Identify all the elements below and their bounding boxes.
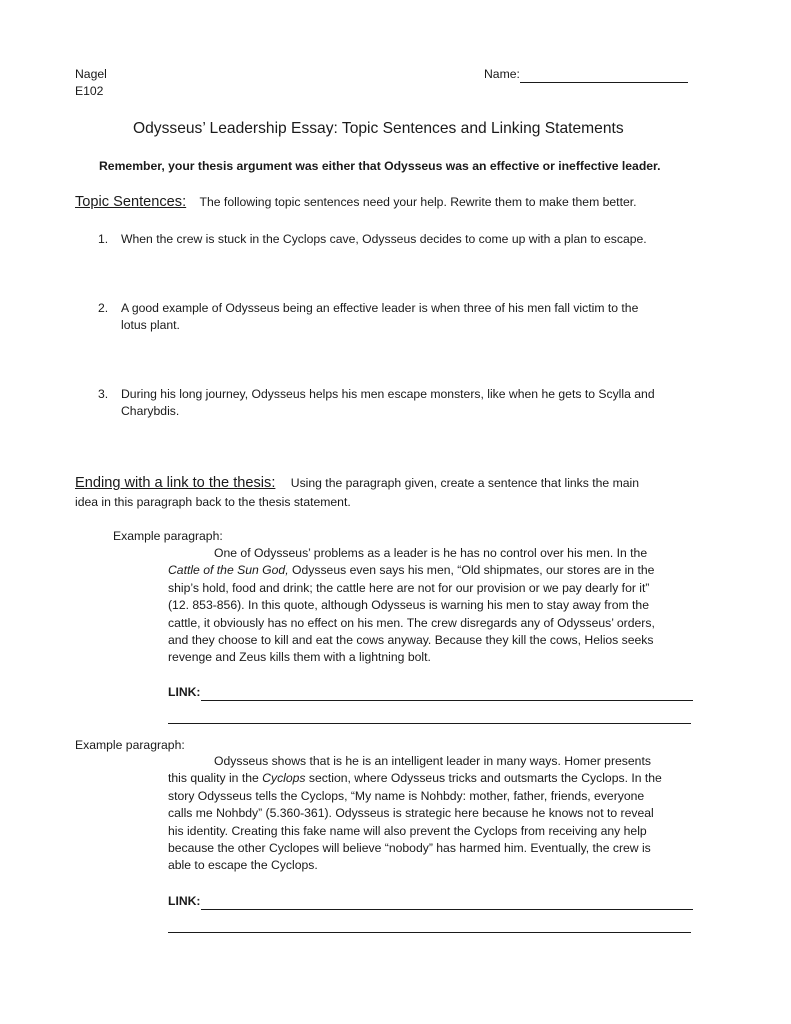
link-section-header: [75, 475, 639, 492]
list-item-text: When the crew is stuck in the Cyclops cave, Odysseus decides to come up with a plan to escape.: [121, 232, 647, 246]
work-title: Cattle of the Sun God,: [168, 563, 289, 578]
link-blank-line[interactable]: [201, 687, 693, 701]
link-blank-line[interactable]: [201, 896, 693, 910]
list-item-text: A good example of Odysseus being an effective leader is when three of his men fall victim to the lotus plant.: [121, 301, 639, 332]
link-section-heading: Ending with a link to the thesis:: [75, 475, 276, 491]
list-item-text: During his long journey, Odysseus helps his men escape monsters, like when he gets to Scylla and Charybdis.: [121, 387, 655, 418]
example-paragraph-1: One of Odysseus’ problems as a leader is he has no control over his men. In the Cattle of the Sun God, Odysseus even says his men, “Old shipmates, our stores are in the ship’s hold, food and drink; the cattle here are not for our provision or we pay dearly for it” (12. 853-856). In this quote, although Odysseus is warning his men to stay away from the cattle, it obviously has no effect on his men. The crew disregards any of Odysseus’ orders, and they choose to kill and eat the cows anyway. Because they kill the cows, Helios seeks revenge and Zeus kills them with a lightning bolt.: [168, 546, 655, 665]
link-answer-line-2[interactable]: [168, 893, 693, 910]
link-blank-line-continued[interactable]: [168, 723, 691, 724]
teacher-name: Nagel: [75, 67, 107, 81]
link-answer-line-1[interactable]: [168, 684, 693, 701]
document-title: Odysseus’ Leadership Essay: Topic Sentences and Linking Statements: [133, 120, 624, 137]
course-code: E102: [75, 84, 104, 98]
list-item-number: 2.: [98, 301, 109, 315]
name-label: Name:: [484, 67, 520, 81]
link-label: LINK:: [168, 685, 201, 699]
work-title: Cyclops: [262, 771, 306, 786]
link-label: LINK:: [168, 894, 201, 908]
name-blank-line[interactable]: [520, 69, 688, 83]
thesis-reminder: Remember, your thesis argument was either that Odysseus was an effective or ineffective leader.: [99, 159, 661, 173]
list-item-number: 1.: [98, 232, 109, 246]
link-section-instruction: Using the paragraph given, create a sentence that links the main: [290, 476, 639, 490]
list-item-number: 3.: [98, 387, 109, 401]
link-blank-line-continued[interactable]: [168, 932, 691, 933]
link-section-instruction-cont: idea in this paragraph back to the thesis statement.: [75, 495, 351, 509]
topic-sentences-heading: Topic Sentences:: [75, 194, 187, 210]
example-paragraph-label: Example paragraph:: [113, 529, 223, 543]
topic-sentences-section-header: [75, 194, 637, 211]
example-paragraph-label: Example paragraph:: [75, 738, 185, 752]
topic-sentences-instruction: The following topic sentences need your help. Rewrite them to make them better.: [199, 195, 637, 209]
example-paragraph-2: Odysseus shows that is he is an intelligent leader in many ways. Homer presents this quality in the Cyclops section, where Odysseus tricks and outsmarts the Cyclops. In the story Odysseus tells the Cyclops, “My name is Nohbdy: mother, father, friends, everyone calls me Nohbdy” (5.360-361). Odysseus is strategic here because he knows not to reveal his identity. Creating this fake name will also prevent the Cyclops from receiving any help because the other Cyclopes will believe “nobody” has harmed him. Eventually, the crew is able to escape the Cyclops.: [168, 754, 662, 873]
student-name-field[interactable]: [484, 66, 688, 83]
